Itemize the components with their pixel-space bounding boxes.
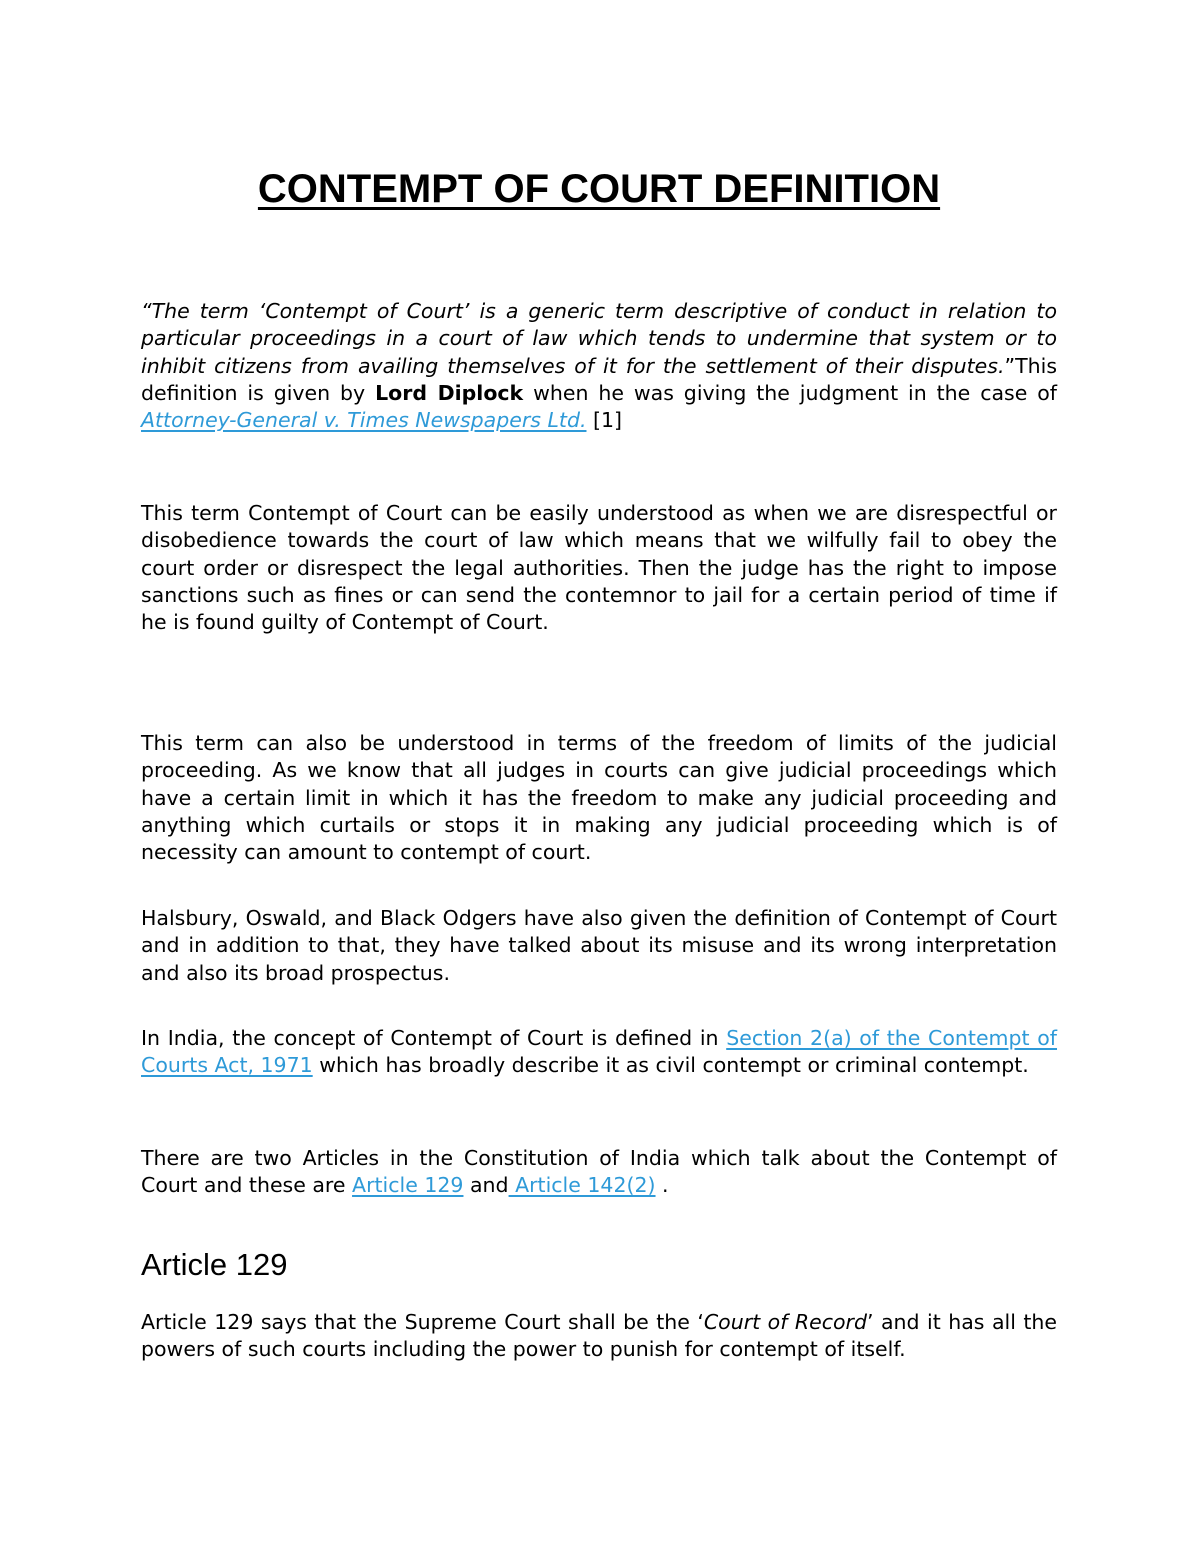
india-paragraph bbox=[141, 1025, 1057, 1080]
definition-paragraph bbox=[141, 298, 1057, 434]
understanding-paragraph: This term Contempt of Court can be easily understood as when we are disrespectful or disobedience towards the court of law which means that we wilfully fail to obey the court order or disrespect the legal authorities. Then the judge has the right to impose sanctions such as fines or can send the contemnor to jail for a certain period of time if he is found guilty of Contempt of Court. bbox=[141, 501, 1057, 635]
document-title-text: CONTEMPT OF COURT DEFINITION bbox=[257, 167, 941, 211]
india-text-after: which has broadly describe it as civil contempt or criminal contempt. bbox=[312, 1053, 1029, 1078]
article-142-2-link[interactable]: Article 142(2) bbox=[508, 1173, 656, 1198]
court-of-record-term: Court of Record bbox=[703, 1310, 867, 1334]
article-129-text-after: ’ and it has all the powers of such courts including the power to punish for contempt of itself. bbox=[141, 1310, 1058, 1362]
article-129-heading: Article 129 bbox=[141, 1247, 288, 1282]
article-129-text-before: Article 129 says that the Supreme Court shall be the ‘ bbox=[141, 1310, 704, 1334]
halsbury-paragraph: Halsbury, Oswald, and Black Odgers have also given the definition of Contempt of Court and in addition to that, they have talked about its misuse and its wrong interpretation and also its broad prospectus. bbox=[141, 906, 1057, 985]
section-2a-link[interactable]: Section 2(a) of the Contempt of Courts Act, 1971 bbox=[141, 1026, 1058, 1078]
document-title bbox=[141, 163, 1057, 215]
diplock-quote: “The term ‘Contempt of Court’ is a generic term descriptive of conduct in relation to particular proceedings in a court of law which tends to undermine that system or to inhibit citizens from availing themselves of it for the settlement of their disputes. bbox=[141, 299, 1057, 378]
attorney-general-case-link[interactable]: Attorney-General v. Times Newspapers Ltd. bbox=[141, 408, 587, 433]
footnote-ref: [1] bbox=[586, 408, 623, 433]
article-129-paragraph bbox=[141, 1309, 1057, 1364]
articles-text-and: and bbox=[463, 1173, 509, 1198]
articles-text-before: There are two Articles in the Constitution of India which talk about the Contempt of Court and these are bbox=[141, 1146, 1057, 1198]
lord-diplock-name: Lord Diplock bbox=[375, 380, 524, 405]
india-text-before: In India, the concept of Contempt of Court is defined in bbox=[141, 1026, 727, 1050]
articles-text-end: . bbox=[655, 1173, 669, 1198]
judgment-text: when he was giving the judgment in the case of bbox=[523, 380, 1057, 405]
article-129-link[interactable]: Article 129 bbox=[352, 1173, 464, 1198]
freedom-paragraph: This term can also be understood in terms of the freedom of limits of the judicial proceeding. As we know that all judges in courts can give judicial proceedings which have a certain limit in which it has the freedom to make any judicial proceeding and anything which curtails or stops it in making any judicial proceeding which is of necessity can amount to contempt of court. bbox=[141, 731, 1057, 865]
articles-paragraph bbox=[141, 1145, 1057, 1200]
definition-attribution: ”This definition is given by bbox=[141, 353, 1057, 405]
